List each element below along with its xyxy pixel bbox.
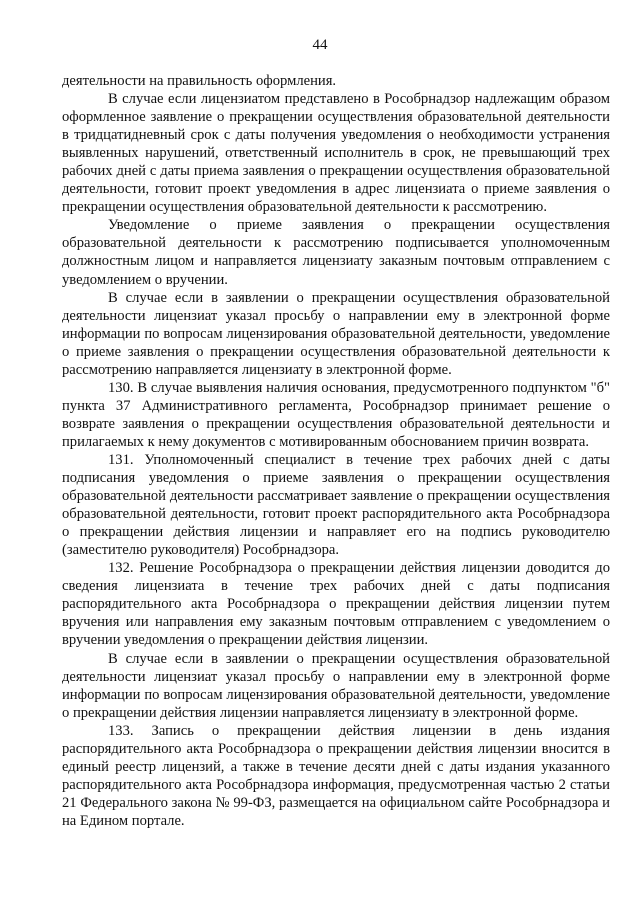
paragraph-133: 133. Запись о прекращении действия лицензии в день издания распорядительного акта Рособрнадзора о прекращении действия лицензии вносится в единый реестр лицензий, а также в течение десяти дней с даты издания указанного распорядительного акта Рособрнадзора информация, предусмотренная частью 2 статьи 21 Федерального закона № 99-ФЗ, размещается на официальном сайте Рособрнадзора и на Едином портале.	[62, 722, 610, 829]
paragraph-electronic-notice: В случае если в заявлении о прекращении осуществления образовательной деятельности лицензиат указал просьбу о направлении ему в электронной форме информации по вопросам лицензирования образовательной деятельности, уведомление о приеме заявления о прекращении осуществления образовательной деятельности к рассмотрению направляется лицензиату в электронной форме.	[62, 289, 610, 378]
paragraph-notice-signing: Уведомление о приеме заявления о прекращении осуществления образовательной деятельности к рассмотрению подписывается уполномоченным должностным лицом и направляется лицензиату заказным почтовым отправлением с уведомлением о вручении.	[62, 217, 610, 288]
paragraph-130: 130. В случае выявления наличия основания, предусмотренного подпунктом "б" пункта 37 Административного регламента, Рособрнадзор принимает решение о возврате заявления о прекращении осуществления образовательной деятельности и прилагаемых к нему документов с мотивированным обоснованием причин возврата.	[62, 379, 610, 450]
paragraph-132: 132. Решение Рособрнадзора о прекращении действия лицензии доводится до сведения лицензиата в течение трех рабочих дней с даты подписания распорядительного акта Рособрнадзора о прекращении действия лицензии путем вручения или направления ему заказным почтовым отправлением с уведомлением о вручении уведомления о прекращении действия лицензии.	[62, 560, 610, 649]
page-number: 44	[312, 37, 328, 53]
paragraph-application-received: В случае если лицензиатом представлено в Рособрнадзор надлежащим образом оформленное заявление о прекращении осуществления образовательной деятельности в тридцатидневный срок с даты получения уведомления о необходимости устранения выявленных нарушений, ответственный исполнитель в срок, не превышающий трех рабочих дней с даты приема заявления о прекращении осуществления образовательной деятельности, готовит проект уведомления в адрес лицензиата о приеме заявления о прекращении осуществления образовательной деятельности к рассмотрению.	[62, 91, 610, 216]
paragraph-131: 131. Уполномоченный специалист в течение трех рабочих дней с даты подписания уведомления о приеме заявления о прекращении осуществления образовательной деятельности рассматривает заявление о прекращении осуществления образовательной деятельности, готовит проект распорядительного акта Рособрнадзора о прекращении действия лицензии и направляет его на подпись руководителю (заместителю руководителя) Рособрнадзора.	[62, 451, 610, 559]
paragraph-continuation: деятельности на правильность оформления.	[62, 73, 337, 89]
paragraph-electronic-termination: В случае если в заявлении о прекращении осуществления образовательной деятельности лицензиат указал просьбу о направлении ему в электронной форме информации по вопросам лицензирования образовательной деятельности, уведомление о прекращении действия лицензии направляется лицензиату в электронной форме.	[62, 650, 610, 721]
document-body	[62, 72, 610, 830]
